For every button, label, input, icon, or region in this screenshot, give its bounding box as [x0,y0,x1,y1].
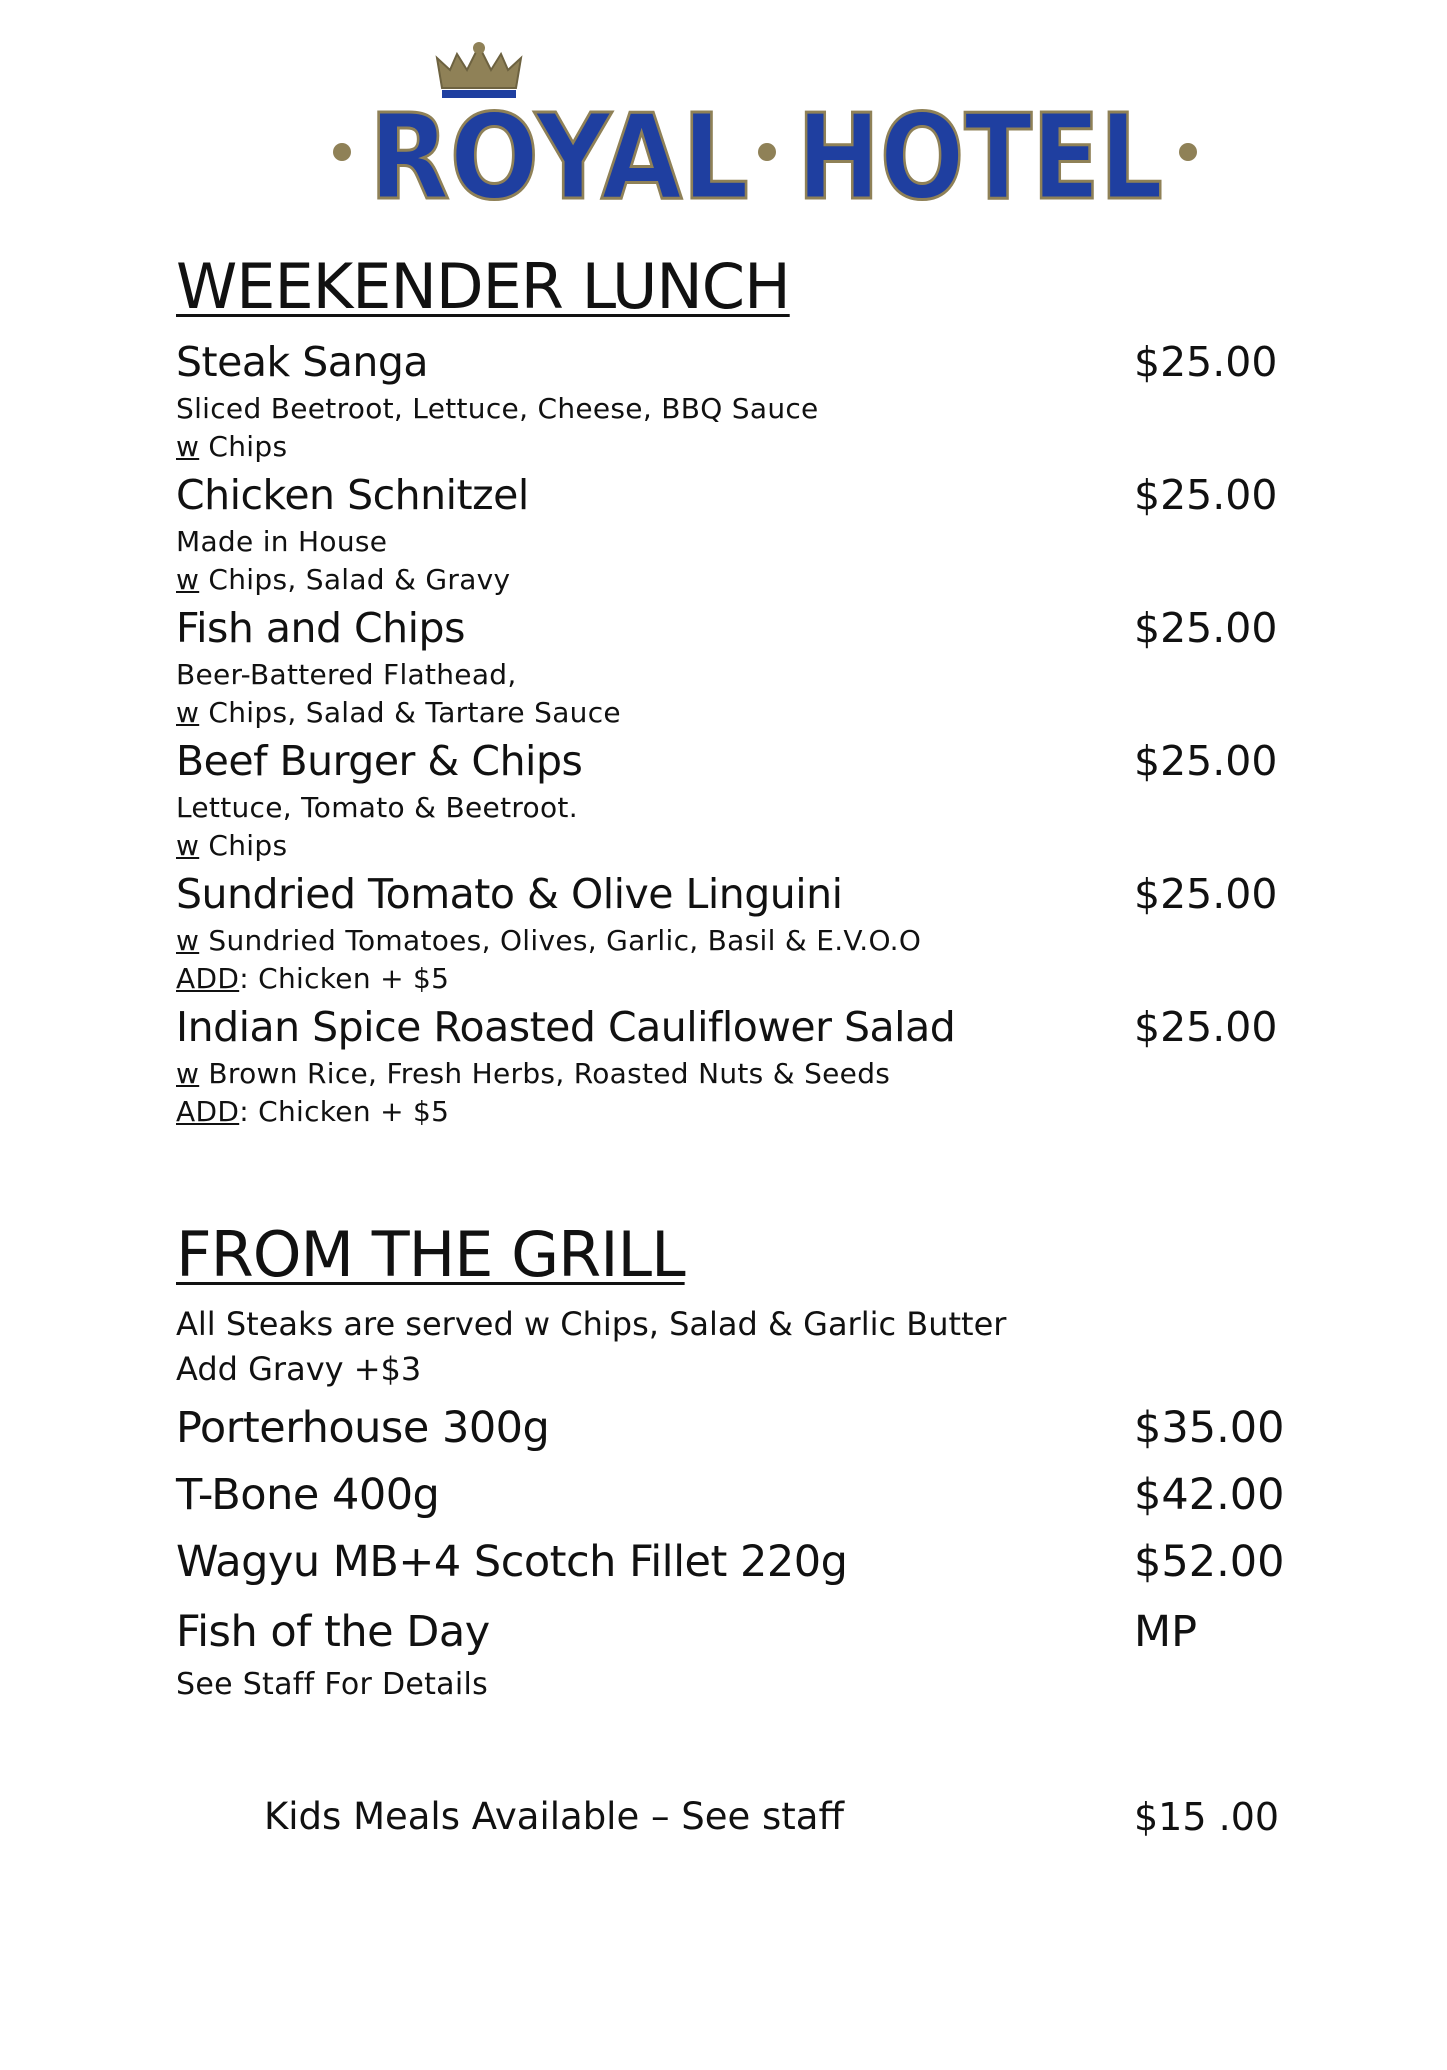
item-addon: ADD: Chicken + $5 [176,962,450,995]
item-price: $25.00 [1134,604,1278,652]
lunch-heading: WEEKENDER LUNCH [176,250,790,323]
item-name: T-Bone 400g [176,1470,440,1520]
item-price: $35.00 [1134,1403,1285,1453]
item-price: $25.00 [1134,737,1278,785]
item-description: Lettuce, Tomato & Beetroot. [176,791,578,824]
kids-meals-price: $15 .00 [1134,1795,1280,1839]
item-price: $25.00 [1134,870,1278,918]
item-price: $25.00 [1134,471,1278,519]
logo-dot-left [333,143,351,161]
item-addon: ADD: Chicken + $5 [176,1095,450,1128]
item-description: w Chips, Salad & Gravy [176,563,511,596]
item-name: Sundried Tomato & Olive Linguini [176,870,843,918]
item-name: Fish of the Day [176,1607,490,1657]
item-description: Beer-Battered Flathead, [176,658,517,691]
item-name: Wagyu MB+4 Scotch Fillet 220g [176,1537,848,1587]
item-description: w Chips [176,829,288,862]
item-description: w Sundried Tomatoes, Olives, Garlic, Basil & E.V.O.O [176,924,922,957]
item-name: Steak Sanga [176,338,429,386]
logo-word-royal: ROYAL [369,88,749,218]
logo-dot-middle [758,143,776,161]
item-price: $52.00 [1134,1537,1285,1587]
item-name: Fish and Chips [176,604,465,652]
item-description: w Chips, Salad & Tartare Sauce [176,696,621,729]
item-price: MP [1134,1607,1198,1657]
grill-heading: FROM THE GRILL [176,1218,685,1291]
item-price: $42.00 [1134,1470,1285,1520]
royal-hotel-logo [325,18,1225,218]
item-name: Indian Spice Roasted Cauliflower Salad [176,1003,956,1051]
item-description: w Chips [176,430,288,463]
grill-intro: All Steaks are served w Chips, Salad & Garlic Butter [176,1305,1007,1343]
kids-meals-note: Kids Meals Available – See staff [264,1795,844,1838]
item-description: Made in House [176,525,388,558]
item-description: w Brown Rice, Fresh Herbs, Roasted Nuts & Seeds [176,1057,891,1090]
item-name: Beef Burger & Chips [176,737,583,785]
item-description: Sliced Beetroot, Lettuce, Cheese, BBQ Sauce [176,392,819,425]
logo-word-hotel: HOTEL [797,88,1163,218]
logo-dot-right [1179,143,1197,161]
fish-note: See Staff For Details [176,1667,489,1702]
item-price: $25.00 [1134,1003,1278,1051]
item-name: Chicken Schnitzel [176,471,529,519]
item-name: Porterhouse 300g [176,1403,550,1453]
item-price: $25.00 [1134,338,1278,386]
grill-gravy-note: Add Gravy +$3 [176,1350,422,1388]
